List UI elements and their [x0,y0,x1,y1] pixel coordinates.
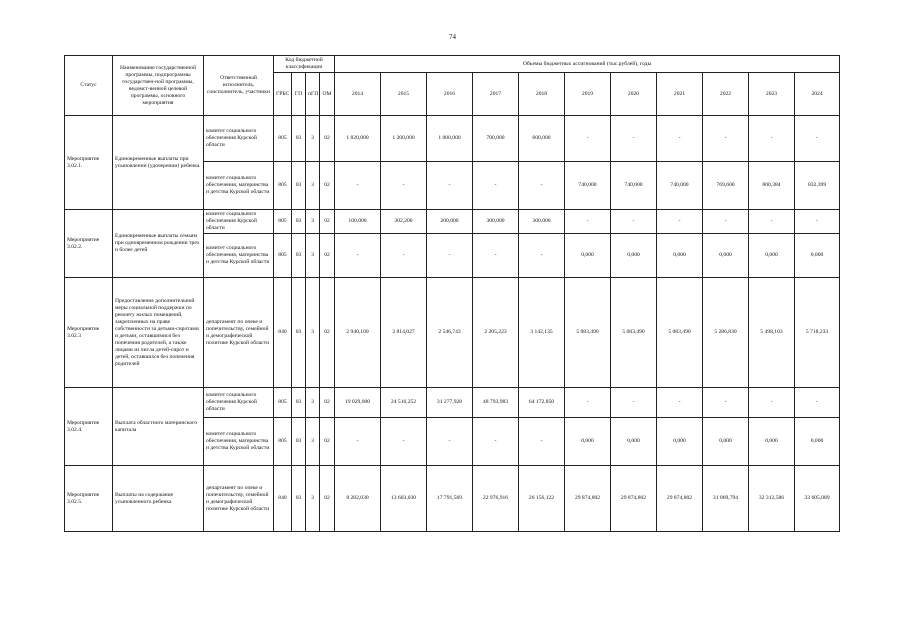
header-year-2017: 2017 [473,73,519,116]
table-row [65,116,840,162]
page-number: 74 [449,33,456,41]
amount-cell: - [381,162,427,210]
header-name: Наименование государственной программы, подпрограммы государствен-ной программы, ведомст-венной целевой программы, основного мероприятия [113,56,204,116]
amount-cell: 29 874,802 [611,466,657,532]
table-row [65,388,840,418]
gp-cell: 03 [292,162,306,210]
amount-cell: 5 286,830 [703,278,749,388]
amount-cell: 302,200 [381,210,427,234]
amount-cell: - [519,234,565,278]
amount-cell: 0,000 [703,234,749,278]
amount-cell: - [519,418,565,466]
grbs-cell: 805 [274,418,292,466]
header-year-2015: 2015 [381,73,427,116]
pgp-cell: 3 [306,466,320,532]
gp-cell: 03 [292,278,306,388]
measure-status: Мероприятие 3.02.5. [65,466,113,532]
pgp-cell: 3 [306,388,320,418]
amount-cell: 0,000 [795,234,840,278]
amount-cell: 100,000 [335,210,381,234]
measure-status: Мероприятие 3.02.4. [65,388,113,466]
amount-cell: - [335,162,381,210]
grbs-cell: 805 [274,234,292,278]
measure-name: Единовременные выплаты при усыновлении (удочерении) ребенка [113,116,204,210]
om-cell: 02 [320,388,335,418]
amount-cell: 0,000 [657,234,703,278]
amount-cell: - [611,388,657,418]
amount-cell: - [427,418,473,466]
pgp-cell: 3 [306,278,320,388]
table-row [65,466,840,532]
amount-cell: 300,000 [519,210,565,234]
amount-cell: 200,000 [427,210,473,234]
header-gp: ГП [292,73,306,116]
om-cell: 02 [320,162,335,210]
amount-cell: - [565,210,611,234]
executor-cell: департамент по опеке и попечительству, семейной и демографической политике Курской области [204,278,274,388]
amount-cell: - [657,116,703,162]
amount-cell: 1 200,000 [381,116,427,162]
grbs-cell: 805 [274,162,292,210]
measure-name: Единовременные выплаты семьям при одновременном рождении трех и более детей [113,210,204,278]
amount-cell: 740,000 [565,162,611,210]
header-pgp: пГП [306,73,320,116]
amount-cell: 832,399 [795,162,840,210]
amount-cell: 5 083,490 [611,278,657,388]
amount-cell: 0,000 [657,418,703,466]
measure-status: Мероприятие 3.02.1. [65,116,113,210]
amount-cell: 0,000 [795,418,840,466]
amount-cell: 32 312,586 [749,466,795,532]
amount-cell: 5 498,103 [749,278,795,388]
amount-cell: - [473,234,519,278]
amount-cell: 0,000 [703,418,749,466]
amount-cell: - [565,116,611,162]
amount-cell: - [565,388,611,418]
pgp-cell: 3 [306,418,320,466]
amount-cell: - [749,210,795,234]
pgp-cell: 3 [306,234,320,278]
amount-cell: 0,000 [749,418,795,466]
header-status: Статус [65,56,113,116]
budget-table [64,55,840,532]
gp-cell: 03 [292,116,306,162]
amount-cell: - [519,162,565,210]
pgp-cell: 3 [306,116,320,162]
header-year-2024: 2024 [795,73,840,116]
amount-cell: - [335,418,381,466]
amount-cell: 17 791,569 [427,466,473,532]
amount-cell: - [427,234,473,278]
amount-cell: - [703,116,749,162]
amount-cell: 2 546,743 [427,278,473,388]
executor-cell: комитет социального обеспечения Курской области [204,388,274,418]
gp-cell: 03 [292,234,306,278]
amount-cell: - [473,418,519,466]
amount-cell: - [795,210,840,234]
amount-cell: - [749,116,795,162]
amount-cell: 740,000 [611,162,657,210]
amount-cell: 769,600 [703,162,749,210]
amount-cell: 3 142,135 [519,278,565,388]
amount-cell: 2 814,027 [381,278,427,388]
header-year-2023: 2023 [749,73,795,116]
amount-cell: - [381,418,427,466]
executor-cell: комитет социального обеспечения, материнства и детства Курской области [204,162,274,210]
amount-cell: 5 083,490 [657,278,703,388]
amount-cell: 0,000 [565,234,611,278]
measure-status: Мероприятие 3.02.3 [65,278,113,388]
amount-cell: 2 940,100 [335,278,381,388]
amount-cell: 300,000 [473,210,519,234]
grbs-cell: 805 [274,210,292,234]
amount-cell: 48 793,983 [473,388,519,418]
amount-cell: 26 156,122 [519,466,565,532]
amount-cell: 0,000 [611,418,657,466]
table-row [65,278,840,388]
table-row [65,210,840,234]
amount-cell: - [335,234,381,278]
amount-cell: - [703,210,749,234]
header-year-2021: 2021 [657,73,703,116]
header-executor: Ответственный исполнитель, соисполнитель, участники [204,56,274,116]
amount-cell: 31 069,794 [703,466,749,532]
header-year-2019: 2019 [565,73,611,116]
measure-name: Выплата областного материнского капитала [113,388,204,466]
amount-cell: 5 718,233 [795,278,840,388]
header-om: ОМ [320,73,335,116]
executor-cell: комитет социального обеспечения, материнства и детства Курской области [204,418,274,466]
measure-name: Выплаты на содержание усыновленного ребенка [113,466,204,532]
grbs-cell: 840 [274,278,292,388]
header-volumes-group: Объемы бюджетных ассигнований (тыс.рублей), годы [335,56,840,73]
amount-cell: 24 516,252 [381,388,427,418]
amount-cell: 31 277,928 [427,388,473,418]
om-cell: 02 [320,210,335,234]
amount-cell: - [795,116,840,162]
amount-cell: - [657,388,703,418]
executor-cell: комитет социального обеспечения Курской области [204,210,274,234]
amount-cell: 0,000 [611,234,657,278]
amount-cell: 1 000,000 [427,116,473,162]
measure-status: Мероприятие 3.02.2. [65,210,113,278]
header-codes-group: Код бюджетной классификации [274,56,335,73]
pgp-cell: 3 [306,162,320,210]
amount-cell: 29 874,802 [657,466,703,532]
amount-cell: 13 603,030 [381,466,427,532]
amount-cell: - [749,388,795,418]
gp-cell: 03 [292,210,306,234]
header-year-2014: 2014 [335,73,381,116]
header-year-2022: 2022 [703,73,749,116]
header-year-2018: 2018 [519,73,565,116]
om-cell: 02 [320,234,335,278]
amount-cell: 29 874,802 [565,466,611,532]
amount-cell: - [703,388,749,418]
om-cell: 02 [320,418,335,466]
om-cell: 02 [320,116,335,162]
amount-cell: - [473,162,519,210]
amount-cell: - [611,116,657,162]
header-grbs: ГРБС [274,73,292,116]
pgp-cell: 3 [306,210,320,234]
gp-cell: 03 [292,466,306,532]
amount-cell: 64 172,850 [519,388,565,418]
amount-cell: 33 605,089 [795,466,840,532]
om-cell: 02 [320,466,335,532]
header-year-2020: 2020 [611,73,657,116]
amount-cell: 2 205,223 [473,278,519,388]
amount-cell: 22 976,916 [473,466,519,532]
amount-cell: - [657,210,703,234]
grbs-cell: 840 [274,466,292,532]
amount-cell: 1 820,000 [335,116,381,162]
executor-cell: комитет социального обеспечения Курской области [204,116,274,162]
grbs-cell: 805 [274,116,292,162]
amount-cell: - [381,234,427,278]
amount-cell: 19 029,000 [335,388,381,418]
amount-cell: 600,000 [519,116,565,162]
executor-cell: комитет социального обеспечения, материнства и детства Курской области [204,234,274,278]
gp-cell: 03 [292,388,306,418]
amount-cell: - [795,388,840,418]
executor-cell: департамент по опеке и попечительству, семейной и демографической политике Курской области [204,466,274,532]
amount-cell: - [427,162,473,210]
om-cell: 02 [320,278,335,388]
header-year-2016: 2016 [427,73,473,116]
amount-cell: 700,000 [473,116,519,162]
measure-name: Предоставление дополнительной меры социальной поддержки по ремонту жилых помещений, закрепленных на праве собственности за детьми-сиротами и детьми, оставшимися без попечения родителей, а также лицами из числа детей-сирот и детей, оставшихся без попечения родителей [113,278,204,388]
amount-cell: 740,000 [657,162,703,210]
amount-cell: 0,000 [565,418,611,466]
amount-cell: 0,000 [749,234,795,278]
amount-cell: 8 282,030 [335,466,381,532]
amount-cell: 800,384 [749,162,795,210]
amount-cell: - [611,210,657,234]
gp-cell: 03 [292,418,306,466]
grbs-cell: 805 [274,388,292,418]
amount-cell: 5 083,490 [565,278,611,388]
